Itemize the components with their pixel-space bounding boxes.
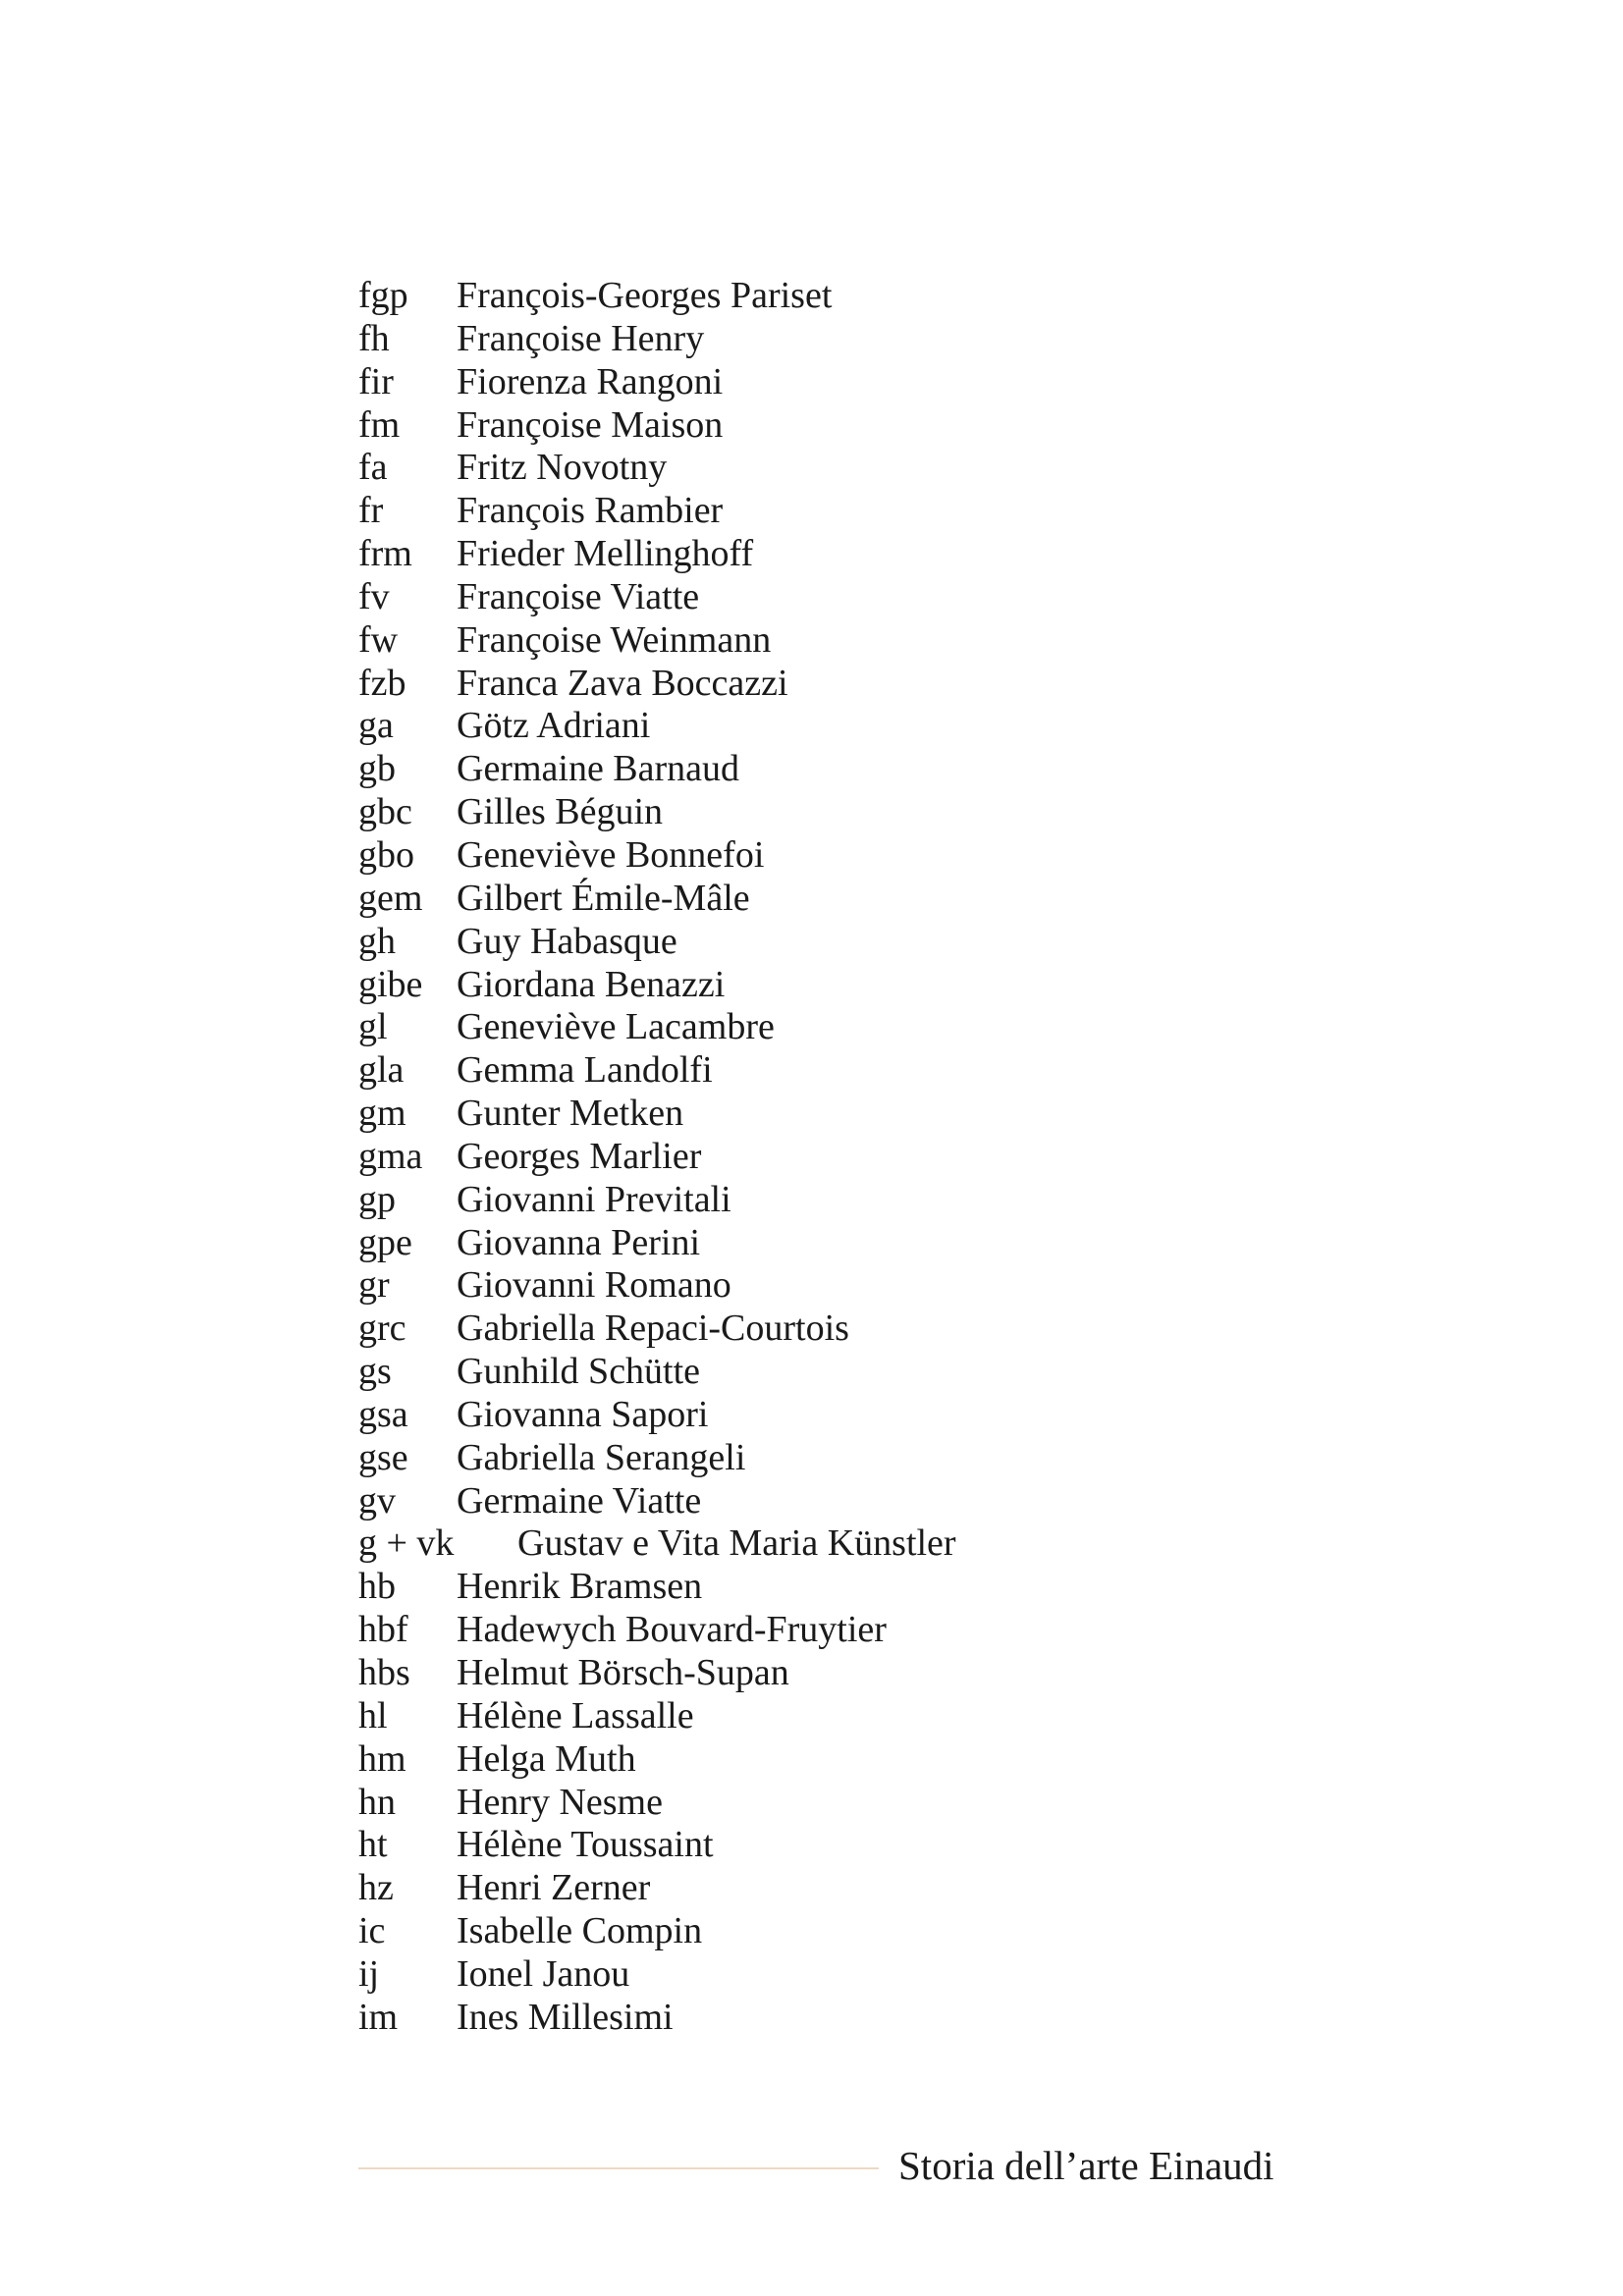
- author-name: Gustav e Vita Maria Künstler: [517, 1522, 956, 1565]
- author-abbreviation: gem: [358, 877, 423, 919]
- list-item: [358, 1437, 1340, 1480]
- author-abbreviation: fzb: [358, 662, 406, 704]
- author-name: Guy Habasque: [457, 920, 677, 962]
- author-name: Françoise Viatte: [457, 575, 700, 617]
- author-name: Henry Nesme: [457, 1781, 663, 1823]
- author-abbreviation: fv: [358, 575, 390, 617]
- author-abbreviation: gpe: [358, 1221, 412, 1263]
- author-abbreviation: gl: [358, 1006, 388, 1048]
- author-name: Hélène Toussaint: [457, 1824, 714, 1866]
- author-name: François-Georges Pariset: [457, 275, 833, 316]
- author-abbreviation: g + vk: [358, 1522, 455, 1565]
- author-abbreviation: gv: [358, 1479, 396, 1522]
- author-abbreviation: ga: [358, 705, 394, 747]
- author-name: Götz Adriani: [457, 705, 651, 747]
- author-abbreviation: hm: [358, 1737, 406, 1780]
- author-name: Françoise Henry: [457, 317, 705, 359]
- author-abbreviation: hb: [358, 1566, 396, 1608]
- author-abbreviation: gbc: [358, 791, 412, 833]
- author-name: Gunhild Schütte: [457, 1351, 701, 1393]
- author-abbreviation: hz: [358, 1867, 394, 1909]
- author-abbreviation: gp: [358, 1178, 396, 1220]
- author-name: Geneviève Lacambre: [457, 1006, 775, 1048]
- author-name: Hadewych Bouvard-Fruytier: [457, 1609, 887, 1651]
- list-item: [358, 1351, 1340, 1394]
- list-item: [358, 1049, 1340, 1093]
- author-name: Ines Millesimi: [457, 1996, 674, 2038]
- author-name: Giovanni Romano: [457, 1264, 731, 1307]
- author-name: Franca Zava Boccazzi: [457, 662, 788, 704]
- author-name: Gemma Landolfi: [457, 1049, 713, 1092]
- author-abbreviation: fgp: [358, 275, 408, 316]
- author-name: Geneviève Bonnefoi: [457, 833, 765, 876]
- list-item: [358, 663, 1340, 706]
- author-name: Hélène Lassalle: [457, 1694, 694, 1736]
- list-item: [358, 1394, 1340, 1437]
- author-abbreviation: gs: [358, 1351, 392, 1393]
- list-item: [358, 1264, 1340, 1308]
- author-name: Giordana Benazzi: [457, 963, 726, 1005]
- list-item: [358, 1782, 1340, 1825]
- author-abbreviation: hbs: [358, 1652, 410, 1693]
- author-name: Giovanni Previtali: [457, 1178, 731, 1220]
- list-item: [358, 1006, 1340, 1049]
- list-item: [358, 748, 1340, 791]
- footer-title: Storia dell’arte Einaudi: [898, 2143, 1274, 2188]
- author-abbreviation: grc: [358, 1308, 406, 1350]
- author-abbreviation: hbf: [358, 1609, 408, 1651]
- list-item: [358, 1179, 1340, 1222]
- author-name: Helmut Börsch-Supan: [457, 1652, 789, 1693]
- list-item: [358, 1867, 1340, 1910]
- author-abbreviation: fa: [358, 447, 388, 489]
- author-abbreviation: fm: [358, 403, 401, 446]
- author-name: Giovanna Sapori: [457, 1393, 709, 1435]
- author-abbreviation: fw: [358, 618, 399, 661]
- list-item: [358, 791, 1340, 834]
- author-abbreviation: gse: [358, 1436, 408, 1478]
- author-name: Françoise Weinmann: [457, 618, 772, 661]
- list-item: [358, 1522, 1340, 1566]
- author-name: Gilles Béguin: [457, 791, 664, 833]
- list-item: [358, 1308, 1340, 1351]
- list-item: [358, 834, 1340, 878]
- list-item: [358, 878, 1340, 921]
- list-item: [358, 275, 1340, 318]
- list-item: [358, 404, 1340, 448]
- author-abbreviation: fir: [358, 360, 394, 402]
- footer-rule: [358, 2167, 879, 2169]
- author-abbreviation: gsa: [358, 1393, 408, 1435]
- list-item: [358, 1609, 1340, 1652]
- author-abbreviation: gma: [358, 1135, 423, 1177]
- author-name: Fiorenza Rangoni: [457, 360, 724, 402]
- list-item: [358, 576, 1340, 619]
- author-abbreviation: im: [358, 1996, 399, 2038]
- author-name: Gilbert Émile-Mâle: [457, 877, 750, 919]
- author-abbreviation: gbo: [358, 833, 414, 876]
- author-abbreviation: gla: [358, 1049, 405, 1092]
- author-name: Henrik Bramsen: [457, 1566, 703, 1608]
- author-name: Isabelle Compin: [457, 1910, 703, 1952]
- author-abbreviation-list: [358, 275, 1340, 2040]
- list-item: [358, 1824, 1340, 1867]
- author-abbreviation: fr: [358, 490, 384, 532]
- list-item: [358, 1910, 1340, 1953]
- author-name: Germaine Viatte: [457, 1479, 702, 1522]
- author-abbreviation: fh: [358, 317, 390, 359]
- author-abbreviation: gibe: [358, 963, 423, 1005]
- author-name: Gunter Metken: [457, 1093, 684, 1135]
- author-abbreviation: gm: [358, 1093, 406, 1135]
- list-item: [358, 619, 1340, 663]
- author-name: François Rambier: [457, 490, 724, 532]
- author-abbreviation: gr: [358, 1264, 390, 1307]
- author-name: Fritz Novotny: [457, 447, 668, 489]
- author-abbreviation: gh: [358, 920, 396, 962]
- list-item: [358, 447, 1340, 490]
- author-name: Frieder Mellinghoff: [457, 533, 754, 575]
- list-item: [358, 533, 1340, 576]
- list-item: [358, 1480, 1340, 1523]
- list-item: [358, 1093, 1340, 1136]
- author-name: Gabriella Repaci-Courtois: [457, 1308, 849, 1350]
- list-item: [358, 1566, 1340, 1609]
- list-item: [358, 964, 1340, 1007]
- list-item: [358, 1953, 1340, 1997]
- list-item: [358, 705, 1340, 748]
- author-abbreviation: frm: [358, 533, 412, 575]
- author-name: Helga Muth: [457, 1737, 636, 1780]
- list-item: [358, 1738, 1340, 1782]
- list-item: [358, 921, 1340, 964]
- author-name: Germaine Barnaud: [457, 748, 740, 790]
- author-abbreviation: hl: [358, 1694, 388, 1736]
- list-item: [358, 1222, 1340, 1265]
- author-abbreviation: gb: [358, 748, 396, 790]
- list-item: [358, 361, 1340, 404]
- list-item: [358, 490, 1340, 533]
- list-item: [358, 318, 1340, 361]
- author-name: Georges Marlier: [457, 1135, 702, 1177]
- author-name: Ionel Janou: [457, 1952, 630, 1995]
- list-item: [358, 1136, 1340, 1179]
- list-item: [358, 1695, 1340, 1738]
- list-item: [358, 1997, 1340, 2040]
- list-item: [358, 1652, 1340, 1695]
- author-name: Henri Zerner: [457, 1867, 651, 1909]
- author-name: Françoise Maison: [457, 403, 724, 446]
- author-abbreviation: ij: [358, 1952, 380, 1995]
- author-name: Gabriella Serangeli: [457, 1436, 746, 1478]
- author-abbreviation: hn: [358, 1781, 396, 1823]
- author-name: Giovanna Perini: [457, 1221, 701, 1263]
- author-abbreviation: ht: [358, 1824, 388, 1866]
- author-abbreviation: ic: [358, 1910, 386, 1952]
